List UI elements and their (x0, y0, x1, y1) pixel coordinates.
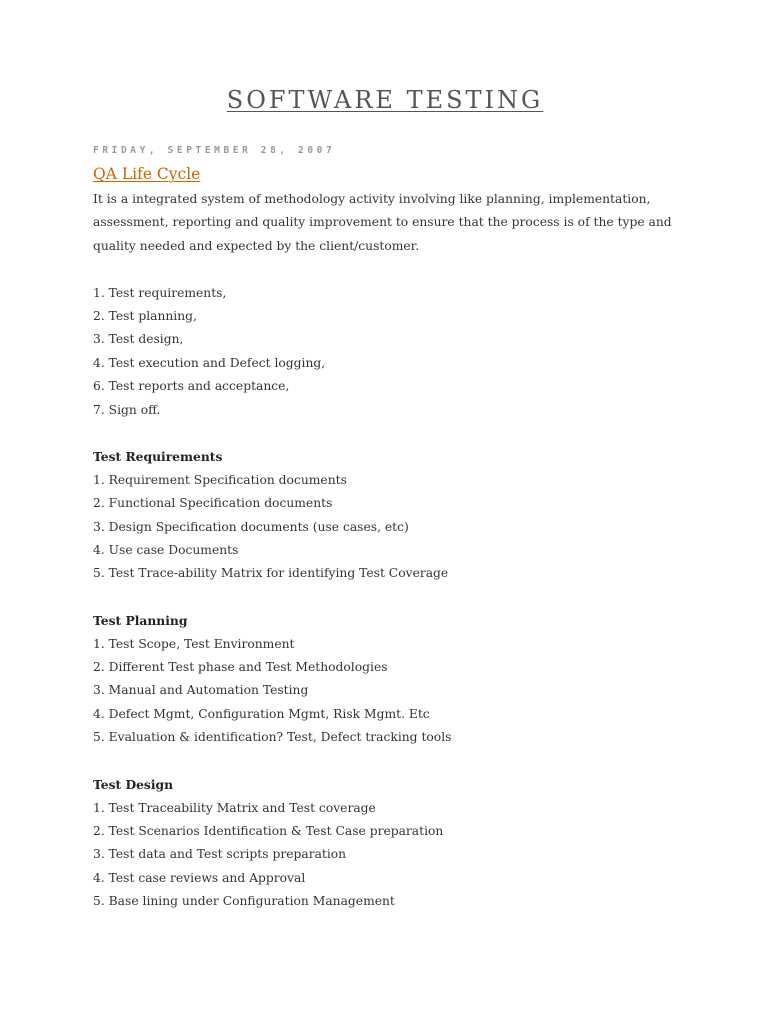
list-item: 3. Test data and Test scripts preparation (93, 847, 347, 862)
list-item: 5. Test Trace-ability Matrix for identifying Test Coverage (93, 566, 449, 581)
section-heading-test-requirements: Test Requirements (93, 449, 223, 465)
list-item: 1. Test Scope, Test Environment (93, 636, 295, 651)
list-item: 4. Use case Documents (93, 543, 239, 558)
section-heading-test-planning: Test Planning (93, 613, 188, 629)
phase-item: 6. Test reports and acceptance, (93, 379, 290, 394)
phase-item: 7. Sign off. (93, 402, 161, 417)
list-item: 4. Test case reviews and Approval (93, 870, 306, 885)
post-body (93, 188, 693, 914)
list-item: 2. Test Scenarios Identification & Test Case preparation (93, 823, 444, 838)
spacer (93, 258, 693, 281)
blog-title[interactable]: SOFTWARE TESTING (226, 86, 544, 114)
phase-item: 4. Test execution and Defect logging, (93, 355, 326, 370)
list-item: 5. Evaluation & identification? Test, Defect tracking tools (93, 730, 452, 745)
list-item: 2. Functional Specification documents (93, 496, 333, 511)
phase-item: 1. Test requirements, (93, 285, 227, 300)
spacer (93, 422, 693, 445)
spacer (93, 750, 693, 773)
section-heading-test-design: Test Design (93, 777, 174, 793)
list-item: 4. Defect Mgmt, Configuration Mgmt, Risk Mgmt. Etc (93, 706, 430, 721)
post-intro: It is a integrated system of methodology activity involving like planning, implementation, assessment, reporting and quality improvement to ensure that the process is of the type and quality needed and expected by the client/customer. (93, 192, 672, 253)
post-date: FRIDAY, SEPTEMBER 28, 2007 (93, 145, 336, 156)
list-item: 3. Manual and Automation Testing (93, 683, 309, 698)
post-title-link[interactable]: QA Life Cycle (93, 165, 201, 183)
phase-item: 3. Test design, (93, 332, 184, 347)
spacer (93, 586, 693, 609)
phase-item: 2. Test planning, (93, 309, 197, 324)
list-item: 3. Design Specification documents (use cases, etc) (93, 519, 409, 534)
list-item: 1. Test Traceability Matrix and Test coverage (93, 800, 376, 815)
list-item: 1. Requirement Specification documents (93, 472, 347, 487)
list-item: 2. Different Test phase and Test Methodologies (93, 660, 388, 675)
list-item: 5. Base lining under Configuration Management (93, 894, 395, 909)
